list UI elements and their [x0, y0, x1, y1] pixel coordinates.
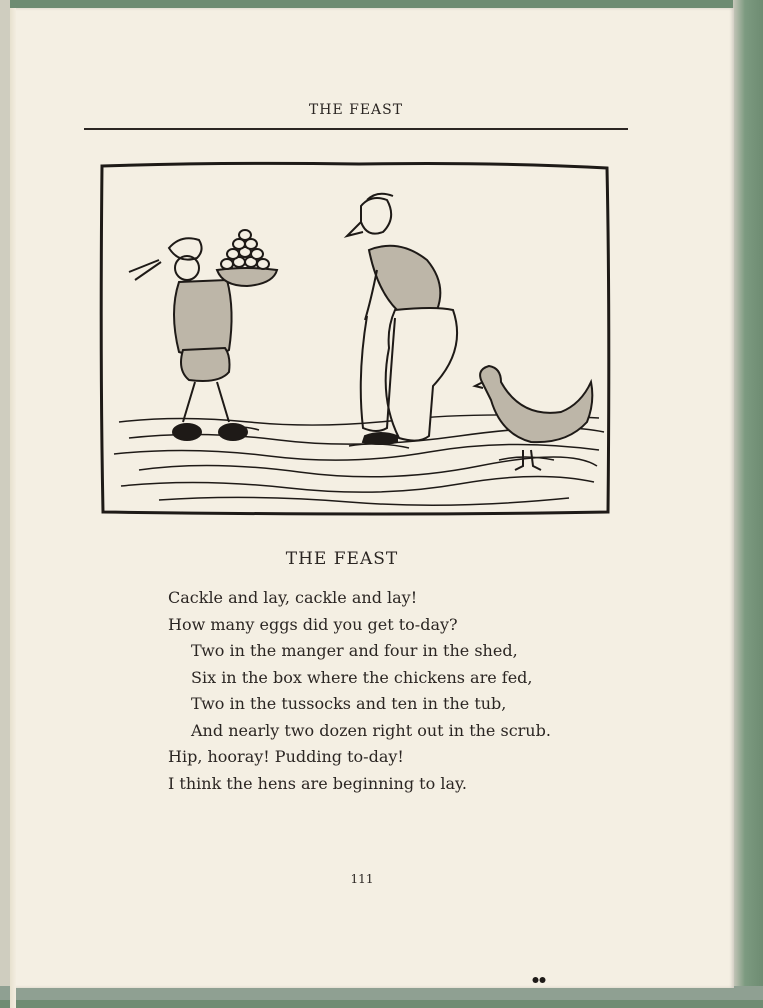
poem-body — [168, 585, 628, 797]
book-cover-bottom — [0, 986, 763, 1000]
page-marker-dots — [532, 976, 546, 984]
feast-illustration — [99, 160, 611, 516]
woman-bending-icon — [347, 194, 457, 444]
poem-line: I think the hens are beginning to lay. — [168, 773, 467, 793]
page-gutter — [10, 8, 16, 1008]
page-number: 111 — [350, 872, 374, 886]
running-title: THE FEAST — [308, 102, 404, 118]
poem-line: Hip, hooray! Pudding to-day! — [168, 747, 404, 766]
header-rule — [84, 128, 628, 130]
poem-line: Two in the tussocks and ten in the tub, — [191, 694, 507, 713]
book-page — [12, 8, 734, 988]
poem-title: THE FEAST — [285, 549, 399, 569]
boy-with-basket-of-eggs-icon — [129, 230, 277, 440]
book-spine — [0, 0, 10, 1000]
poem-line: How many eggs did you get to-day? — [168, 614, 458, 634]
poem-line: Six in the box where the chickens are fed, — [191, 667, 533, 687]
poem-line: Cackle and lay, cackle and lay! — [168, 588, 418, 607]
hen-icon — [475, 366, 592, 470]
poem-line: And nearly two dozen right out in the scrub. — [191, 720, 551, 740]
poem-line: Two in the manger and four in the shed, — [191, 641, 518, 660]
book-cover-edge — [733, 0, 763, 1000]
